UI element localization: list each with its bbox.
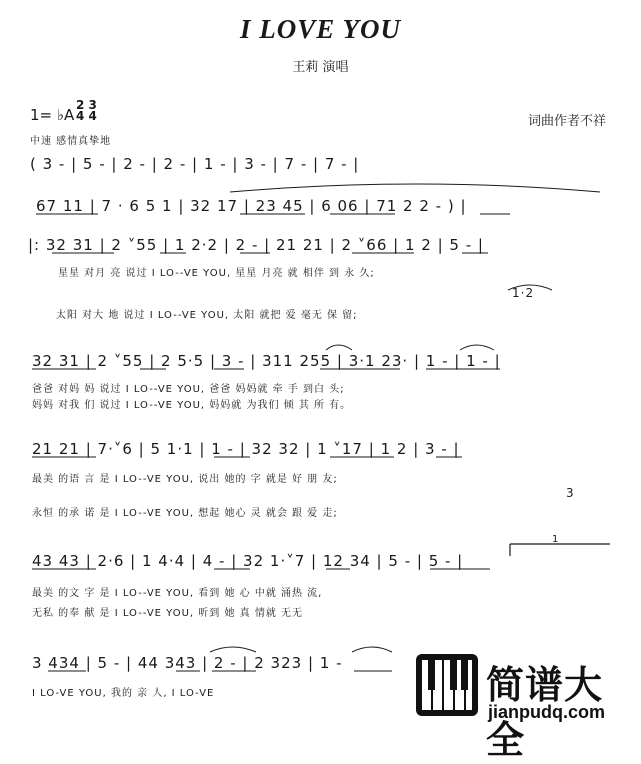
time-signature-bottom: 4 4	[76, 109, 97, 123]
lyric-row-3-verse-1: 星星 对月 亮 说过 I LO--VE YOU, 星星 月亮 就 相伴 到 永 久;	[58, 268, 375, 279]
notation-row-5: 21 21 | 7·˅6 | 5 1·1 | 1 - | 32 32 | 1 ˅17 | 1 2 | 3 - |	[32, 440, 460, 458]
slur	[210, 647, 256, 652]
watermark-url: jianpudq.com	[488, 702, 605, 722]
singer-credit: 王莉 演唱	[292, 60, 349, 75]
slur	[230, 184, 600, 192]
piano-icon	[416, 654, 478, 716]
slur	[508, 285, 552, 290]
lyric-row-5-verse-1: 最美 的语 言 是 I LO--VE YOU, 说出 她的 字 就是 好 朋 友;	[32, 474, 338, 485]
lyric-row-5-verse-2: 永恒 的承 诺 是 I LO--VE YOU, 想起 她心 灵 就会 跟 爱 走;	[32, 508, 338, 519]
notation-row-5-alt: 3	[566, 486, 575, 500]
lyric-row-6-verse-2: 无私 的奉 献 是 I LO--VE YOU, 听到 她 真 情就 无无	[32, 608, 303, 619]
notation-row-7: 3 434 | 5 - | 44 343 | 2 - | 2 323 | 1 -	[32, 654, 343, 672]
watermark-logo	[416, 654, 641, 762]
notation-row-1: ( 3 - | 5 - | 2 - | 2 - | 1 - | 3 - | 7 - | 7 - |	[30, 155, 360, 173]
notation-row-4: 32 31 | 2 ˅55 | 2 5·5 | 3 - | 311 255 | 3·1 23· | 1 - | 1 - |	[32, 352, 501, 370]
notation-row-2: 67 11 | 7 · 6 5 1 | 32 17 | 23 45 | 6 06 | 71 2 2 - ) |	[36, 197, 467, 215]
tempo-marking: 中速 感情真挚地	[30, 136, 112, 147]
notation-row-6: 43 43 | 2·6 | 1 4·4 | 4 - | 32 1·˅7 | 12 34 | 5 - | 5 - |	[32, 552, 464, 570]
slur	[326, 345, 352, 350]
lyric-row-4-verse-1: 爸爸 对妈 妈 说过 I LO--VE YOU, 爸爸 妈妈就 牵 手 到白 头;	[32, 384, 345, 395]
composer-credit: 词曲作者不祥	[528, 114, 607, 129]
song-title: I LOVE YOU	[239, 14, 402, 44]
lyric-row-4-verse-2: 妈妈 对我 们 说过 I LO--VE YOU, 妈妈就 为我们 倾 其 所 有。	[32, 400, 352, 411]
lyric-row-6-verse-1: 最美 的文 字 是 I LO--VE YOU, 看到 她 心 中就 涌热 流,	[32, 588, 323, 599]
lyric-row-3-verse-2: 太阳 对大 地 说过 I LO--VE YOU, 太阳 就把 爱 毫无 保 留;	[56, 310, 358, 321]
time-signature-top: 2 3	[76, 98, 97, 112]
watermark-name: 简谱大全	[486, 663, 604, 762]
slur	[460, 345, 494, 350]
notation-row-3: |: 32 31 | 2 ˅55 | 1 2·2 | 2 - | 21 21 | 2 ˅66 | 1 2 | 5 - |	[28, 236, 484, 254]
notation-row-3-alt: 1·2	[512, 286, 535, 300]
notation-row-6-alt: 1	[552, 534, 560, 545]
lyric-row-7-verse-1: I LO-VE YOU, 我的 亲 人, I LO-VE	[32, 688, 215, 699]
slur	[352, 647, 392, 652]
key-signature: 1= ♭A	[30, 106, 75, 124]
